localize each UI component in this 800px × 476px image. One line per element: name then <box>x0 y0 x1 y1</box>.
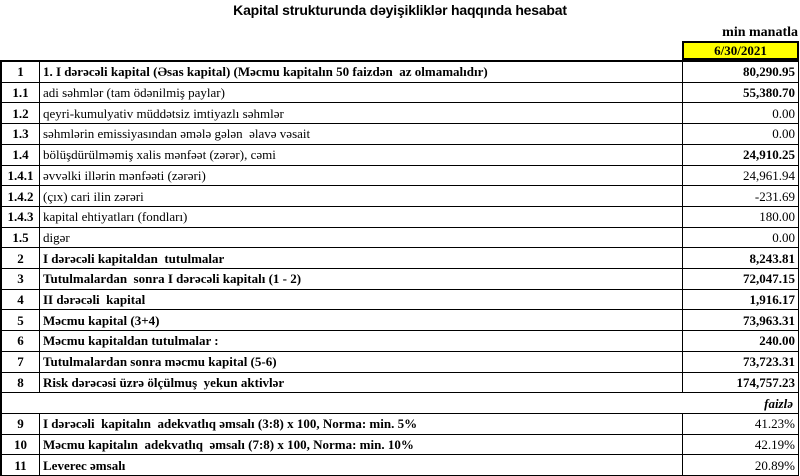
unit-note: min manatla <box>722 25 798 40</box>
row-label: adi səhmlər (tam ödənilmiş paylar) <box>40 83 683 103</box>
table-row <box>2 331 798 352</box>
row-label: Risk dərəcəsi üzrə ölçülmuş yekun aktivlər <box>40 373 683 393</box>
row-number: 1.1 <box>2 83 40 103</box>
row-value: 73,963.31 <box>743 312 795 328</box>
row-value: -231.69 <box>754 188 795 204</box>
row-number: 1.4 <box>2 145 40 165</box>
row-value: 42.19% <box>754 437 795 452</box>
capital-table <box>0 60 799 476</box>
row-label: I dərəcəli kapitalın adekvatlıq əmsalı (3:8) x 100, Norma: min. 5% <box>40 414 683 434</box>
row-number: 6 <box>2 331 40 351</box>
row-label: səhmlərin emissiyasından əmələ gələn əlavə vəsait <box>40 124 683 144</box>
table-row <box>2 373 798 394</box>
row-label: digər <box>40 228 683 248</box>
table-row <box>2 248 798 269</box>
table-row <box>2 435 798 456</box>
row-label: II dərəcəli kapital <box>40 290 683 310</box>
row-label: 1. I dərəcəli kapital (Əsas kapital) (Məcmu kapitalın 50 faizdən az olmamalıdır) <box>40 62 683 82</box>
table-row <box>2 352 798 373</box>
date-header-cell: 6/30/2021 <box>682 41 799 60</box>
row-label: Leverec əmsalı <box>40 455 683 475</box>
row-value: 240.00 <box>759 333 795 349</box>
row-label: Tutulmalardan sonra I dərəcəli kapitalı (1 - 2) <box>40 269 683 289</box>
row-number: 1.3 <box>2 124 40 144</box>
row-number: 1.2 <box>2 103 40 123</box>
row-value: 174,757.23 <box>736 374 795 390</box>
row-value: 1,916.17 <box>749 292 795 308</box>
table-row <box>2 145 798 166</box>
report-title: Kapital strukturunda dəyişikliklər haqqında hesabat <box>233 2 567 18</box>
table-row <box>2 166 798 187</box>
row-number: 8 <box>2 373 40 393</box>
row-number: 11 <box>2 455 40 475</box>
row-number: 7 <box>2 352 40 372</box>
row-number: 1.4.1 <box>2 166 40 186</box>
table-row <box>2 455 798 475</box>
row-value: 180.00 <box>759 209 795 225</box>
row-label: kapital ehtiyatları (fondları) <box>40 207 683 227</box>
table-row <box>2 83 798 104</box>
row-label: Məcmu kapitalın adekvatlıq əmsalı (7:8) x 100, Norma: min. 10% <box>40 435 683 455</box>
table-row <box>2 269 798 290</box>
table-row <box>2 290 798 311</box>
percent-note: faizlə <box>764 395 793 411</box>
table-row <box>2 62 798 83</box>
table-row <box>2 186 798 207</box>
row-number: 2 <box>2 248 40 268</box>
table-row <box>2 103 798 124</box>
row-value: 8,243.81 <box>749 250 795 266</box>
row-value: 55,380.70 <box>743 85 795 101</box>
row-value: 0.00 <box>772 105 795 121</box>
row-number: 5 <box>2 310 40 330</box>
row-label: (çıx) cari ilin zərəri <box>40 186 683 206</box>
table-row <box>2 124 798 145</box>
row-number: 1.4.2 <box>2 186 40 206</box>
row-number: 1 <box>2 62 40 82</box>
row-number: 4 <box>2 290 40 310</box>
row-number: 1.5 <box>2 228 40 248</box>
row-value: 73,723.31 <box>743 354 795 370</box>
row-value: 20.89% <box>754 457 795 473</box>
row-label: Məcmu kapitaldan tutulmalar : <box>40 331 683 351</box>
row-label: Tutulmalardan sonra məcmu kapital (5-6) <box>40 352 683 372</box>
table-row <box>2 310 798 331</box>
table-row <box>2 414 798 435</box>
table-row <box>2 228 798 249</box>
row-number: 3 <box>2 269 40 289</box>
row-label: əvvəlki illərin mənfəəti (zərəri) <box>40 166 683 186</box>
row-number: 1.4.3 <box>2 207 40 227</box>
table-note-row <box>2 393 798 414</box>
row-label: Məcmu kapital (3+4) <box>40 310 683 330</box>
row-label: bölüşdürülməmiş xalis mənfəət (zərər), cəmi <box>40 145 683 165</box>
row-number: 9 <box>2 414 40 434</box>
row-label: qeyri-kumulyativ müddətsiz imtiyazlı səhmlər <box>40 103 683 123</box>
row-value: 24,910.25 <box>743 147 795 163</box>
row-value: 0.00 <box>772 126 795 142</box>
row-value: 41.23% <box>754 416 795 432</box>
row-label: I dərəcəli kapitaldan tutulmalar <box>40 248 683 268</box>
row-value: 72,047.15 <box>743 271 795 287</box>
row-value: 24,961.94 <box>743 167 795 183</box>
row-value: 0.00 <box>772 229 795 245</box>
row-value: 80,290.95 <box>743 64 795 80</box>
row-number: 10 <box>2 435 40 455</box>
table-row <box>2 207 798 228</box>
